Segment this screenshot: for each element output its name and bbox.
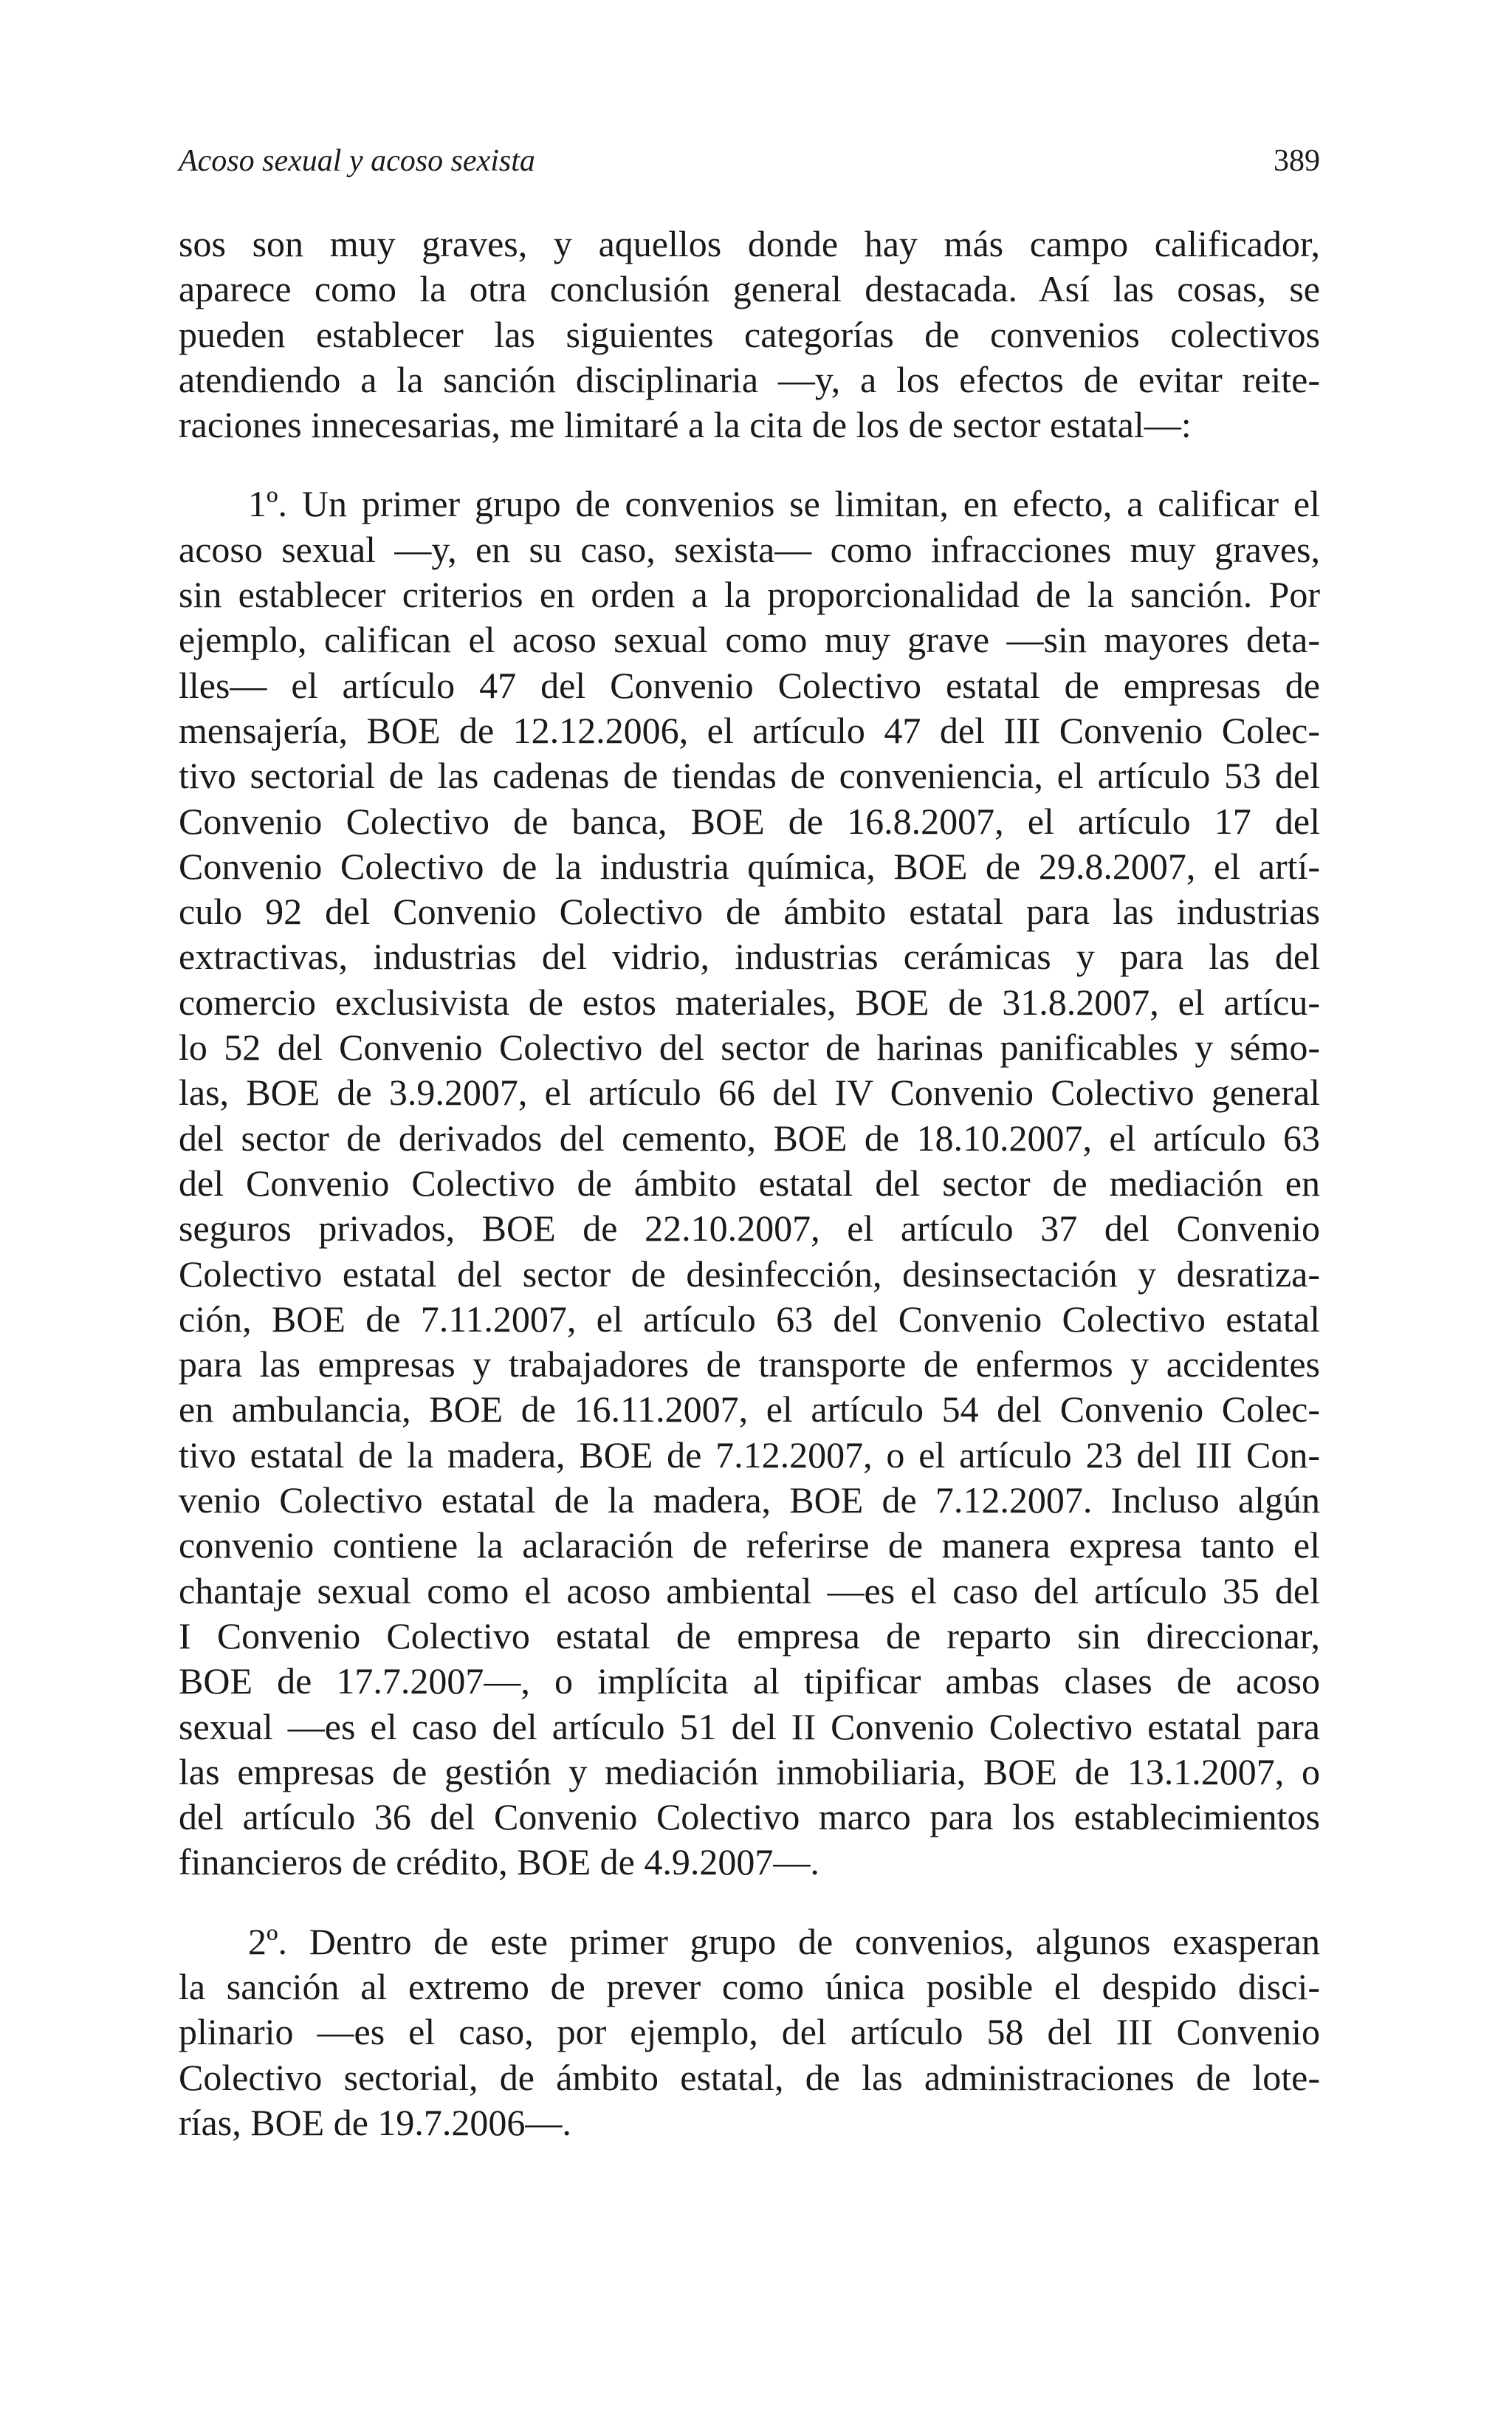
running-header (179, 139, 1320, 183)
text-line: aparece como la otra conclusión general destacada. Así las cosas, se (179, 268, 1320, 310)
text-line: del Convenio Colectivo de ámbito estatal del sector de mediación en (179, 1162, 1320, 1204)
text-line: BOE de 17.7.2007—, o implícita al tipificar ambas clases de acoso (179, 1660, 1320, 1702)
text-line: lles— el artículo 47 del Convenio Colectivo estatal de empresas de (179, 664, 1320, 706)
body-text (179, 222, 1320, 2145)
text-line: Colectivo estatal del sector de desinfección, desinsectación y desratiza- (179, 1253, 1320, 1295)
text-line: en ambulancia, BOE de 16.11.2007, el artículo 54 del Convenio Colec- (179, 1388, 1320, 1431)
text-line: ción, BOE de 7.11.2007, el artículo 63 del Convenio Colectivo estatal (179, 1298, 1320, 1340)
text-line: Convenio Colectivo de banca, BOE de 16.8.2007, el artículo 17 del (179, 800, 1320, 842)
text-line: 1º. Un primer grupo de convenios se limitan, en efecto, a calificar el (248, 483, 1320, 525)
text-line: sin establecer criterios en orden a la proporcionalidad de la sanción. Por (179, 574, 1320, 616)
text-line: raciones innecesarias, me limitaré a la cita de los de sector estatal—: (179, 404, 1192, 446)
page-number: 389 (1274, 144, 1320, 178)
paragraph-1 (179, 222, 1320, 448)
text-line: convenio contiene la aclaración de referirse de manera expresa tanto el (179, 1524, 1320, 1566)
text-line: financieros de crédito, BOE de 4.9.2007—. (179, 1841, 819, 1883)
paragraph-2 (179, 482, 1320, 1885)
text-line: I Convenio Colectivo estatal de empresa de reparto sin direccionar, (179, 1614, 1320, 1656)
text-line: la sanción al extremo de prever como única posible el despido disci- (179, 1965, 1320, 2007)
text-line: ejemplo, califican el acoso sexual como muy grave —sin mayores deta- (179, 619, 1320, 661)
text-line: tivo sectorial de las cadenas de tiendas de conveniencia, el artículo 53 del (179, 755, 1320, 797)
text-line: lo 52 del Convenio Colectivo del sector de harinas panificables y sémo- (179, 1027, 1320, 1069)
text-line: sos son muy graves, y aquellos donde hay más campo calificador, (179, 223, 1320, 264)
text-line: 2º. Dentro de este primer grupo de convenios, algunos exasperan (248, 1920, 1320, 1962)
text-line: acoso sexual —y, en su caso, sexista— como infracciones muy graves, (179, 528, 1320, 570)
text-line: venio Colectivo estatal de la madera, BOE de 7.12.2007. Incluso algún (179, 1479, 1320, 1521)
text-line: Colectivo sectorial, de ámbito estatal, de las administraciones de lote- (179, 2056, 1320, 2098)
text-line: las, BOE de 3.9.2007, el artículo 66 del IV Convenio Colectivo general (179, 1072, 1320, 1114)
running-title: Acoso sexual y acoso sexista (179, 144, 535, 178)
text-line: seguros privados, BOE de 22.10.2007, el artículo 37 del Convenio (179, 1207, 1320, 1250)
text-line: extractivas, industrias del vidrio, industrias cerámicas y para las del (179, 936, 1320, 978)
text-line: chantaje sexual como el acoso ambiental —es el caso del artículo 35 del (179, 1569, 1320, 1611)
text-line: mensajería, BOE de 12.12.2006, el artículo 47 del III Convenio Colec- (179, 709, 1320, 751)
text-line: sexual —es el caso del artículo 51 del II Convenio Colectivo estatal para (179, 1705, 1320, 1747)
text-line: culo 92 del Convenio Colectivo de ámbito estatal para las industrias (179, 891, 1320, 933)
text-line: rías, BOE de 19.7.2006—. (179, 2101, 571, 2143)
text-line: del sector de derivados del cemento, BOE de 18.10.2007, el artículo 63 (179, 1117, 1320, 1159)
text-line: atendiendo a la sanción disciplinaria —y, a los efectos de evitar reite- (179, 358, 1320, 400)
paragraph-3 (179, 1919, 1320, 2145)
text-line: del artículo 36 del Convenio Colectivo marco para los establecimientos (179, 1796, 1320, 1838)
text-line: las empresas de gestión y mediación inmobiliaria, BOE de 13.1.2007, o (179, 1750, 1320, 1792)
text-line: plinario —es el caso, por ejemplo, del artículo 58 del III Convenio (179, 2011, 1320, 2053)
text-line: comercio exclusivista de estos materiales, BOE de 31.8.2007, el artícu- (179, 981, 1320, 1023)
text-line: para las empresas y trabajadores de transporte de enfermos y accidentes (179, 1343, 1320, 1385)
text-line: Convenio Colectivo de la industria química, BOE de 29.8.2007, el artí- (179, 845, 1320, 887)
text-line: pueden establecer las siguientes categorías de convenios colectivos (179, 313, 1320, 355)
text-line: tivo estatal de la madera, BOE de 7.12.2007, o el artículo 23 del III Con- (179, 1433, 1320, 1476)
